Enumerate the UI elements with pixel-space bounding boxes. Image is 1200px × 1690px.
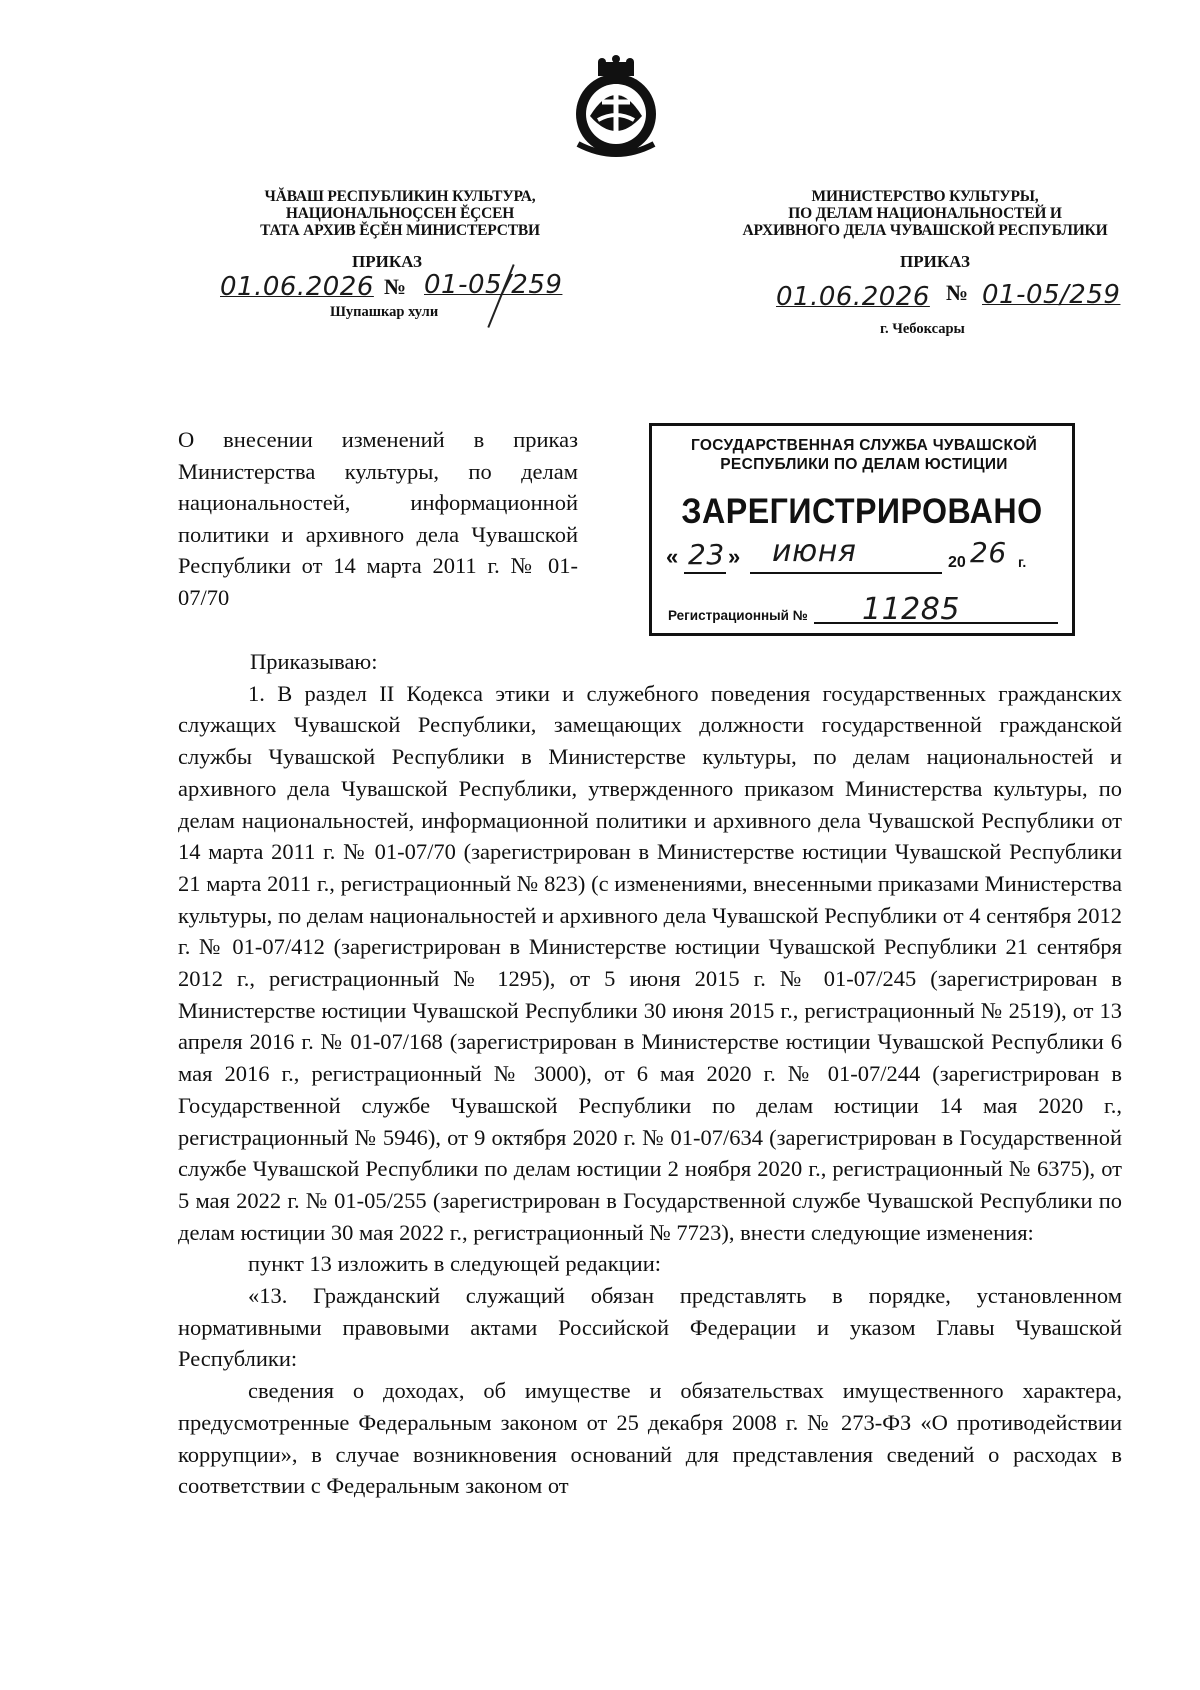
paragraph-3: «13. Гражданский служащий обязан представлять в порядке, установленном нормативными правовыми актами Российской Федерации и указом Главы Чувашской Республики: xyxy=(178,1283,1122,1372)
place-left: Шупашкар хули xyxy=(330,304,439,320)
stamp-month: июня xyxy=(772,534,857,569)
stamp-line-1: ГОСУДАРСТВЕННАЯ СЛУЖБА ЧУВАШСКОЙ xyxy=(690,437,1038,454)
stamp-year-suffix: 26 xyxy=(970,536,1007,569)
header-right-line: АРХИВНОГО ДЕЛА ЧУВАШСКОЙ РЕСПУБЛИКИ xyxy=(742,222,1108,239)
document-body xyxy=(178,646,1122,1502)
registration-stamp xyxy=(649,423,1075,636)
stamp-reg-line xyxy=(814,622,1058,624)
stamp-reg-label: Регистрационный № xyxy=(668,608,808,623)
stamp-status: ЗАРЕГИСТРИРОВАНО xyxy=(681,492,1043,531)
paragraph-2: пункт 13 изложить в следующей редакции: xyxy=(248,1251,662,1277)
handwritten-date-left: 01.06.2026 xyxy=(220,272,374,302)
header-left-line: ЧĂВАШ РЕСПУБЛИКИН КУЛЬТУРА, xyxy=(264,188,536,205)
header-left-line: ТАТА АРХИВ ĔҪĔН МИНИСТЕРСТВИ xyxy=(260,222,540,239)
place-right: г. Чебоксары xyxy=(880,321,965,337)
header-right-line: ПО ДЕЛАМ НАЦИОНАЛЬНОСТЕЙ И xyxy=(788,205,1062,222)
number-sign-left: № xyxy=(384,274,407,299)
stamp-year-letter: г. xyxy=(1018,554,1027,570)
number-sign-right: № xyxy=(946,280,969,305)
stamp-header xyxy=(664,436,1064,474)
handwritten-number-left: 01-05/259 xyxy=(424,270,563,300)
coat-of-arms-emblem xyxy=(568,54,664,158)
handwritten-date-right: 01.06.2026 xyxy=(776,282,930,312)
handwritten-number-right: 01-05/259 xyxy=(982,280,1121,310)
document-title: О внесении изменений в приказ Министерства культуры, по делам национальностей, информационной политики и архивного дела Чувашской Республики от 14 марта 2011 г. № 01-07/70 xyxy=(178,427,578,610)
header-left-line: НАЦИОНАЛЬНОҪСЕН ĔҪСЕН xyxy=(285,205,515,222)
header-right-line: МИНИСТЕРСТВО КУЛЬТУРЫ, xyxy=(811,188,1039,205)
order-word: Приказываю: xyxy=(250,649,378,674)
stamp-month-line xyxy=(750,572,942,574)
paragraph-4: сведения о доходах, об имуществе и обязательствах имущественного характера, предусмотренные Федеральным законом от 25 декабря 2008 г. № 273-ФЗ «О противодействии коррупции», в случае возникновения оснований для представления сведений о расходах в соответствии с Федеральным законом от xyxy=(178,1378,1122,1499)
stamp-reg-number: 11285 xyxy=(862,592,960,627)
ministry-name-chuvash xyxy=(230,188,570,239)
order-label-left: ПРИКАЗ xyxy=(352,252,422,271)
stamp-quote-close: » xyxy=(728,544,741,569)
order-label-right: ПРИКАЗ xyxy=(900,252,970,271)
stamp-quote-open: « xyxy=(666,544,679,569)
stamp-line-2: РЕСПУБЛИКИ ПО ДЕЛАМ ЮСТИЦИИ xyxy=(720,456,1008,473)
paragraph-1: 1. В раздел II Кодекса этики и служебного поведения государственных гражданских служащих Чувашской Республики, замещающих должности государственной гражданской службы Чувашской Республики в Министерстве культуры, по делам национальностей и архивного дела Чувашской Республики, утвержденного приказом Министерства культуры, по делам национальностей, информационной политики и архивного дела Чувашской Республики от 14 марта 2011 г. № 01-07/70 (зарегистрирован в Министерстве юстиции Чувашской Республики 21 марта 2011 г., регистрационный № 823) (с изменениями, внесенными приказами Министерства культуры, по делам национальностей и архивного дела Чувашской Республики от 4 сентября 2012 г. № 01-07/412 (зарегистрирован в Министерстве юстиции Чувашской Республики 21 сентября 2012 г., регистрационный № 1295), от 5 июня 2015 г. № 01-07/245 (зарегистрирован в Министерстве юстиции Чувашской Республики 30 июня 2015 г., регистрационный № 2519), от 13 апреля 2016 г. № 01-07/168 (зарегистрирован в Министерстве юстиции Чувашской Республики 6 мая 2016 г., регистрационный № 3000), от 6 мая 2020 г. № 01-07/244 (зарегистрирован в Государственной службе Чувашской Республики по делам юстиции 14 мая 2020 г., регистрационный № 5946), от 9 октября 2020 г. № 01-07/634 (зарегистрирован в Государственной службе Чувашской Республики по делам юстиции 2 ноября 2020 г., регистрационный № 6375), от 5 мая 2022 г. № 01-05/255 (зарегистрирован в Государственной службе Чувашской Республики по делам юстиции 30 мая 2022 г., регистрационный № 7723), внести следующие изменения: xyxy=(178,680,1122,1245)
stamp-year-prefix: 20 xyxy=(948,554,966,571)
stamp-day: 23 xyxy=(688,538,725,571)
ministry-name-russian xyxy=(730,188,1120,239)
stamp-day-line xyxy=(684,572,726,574)
